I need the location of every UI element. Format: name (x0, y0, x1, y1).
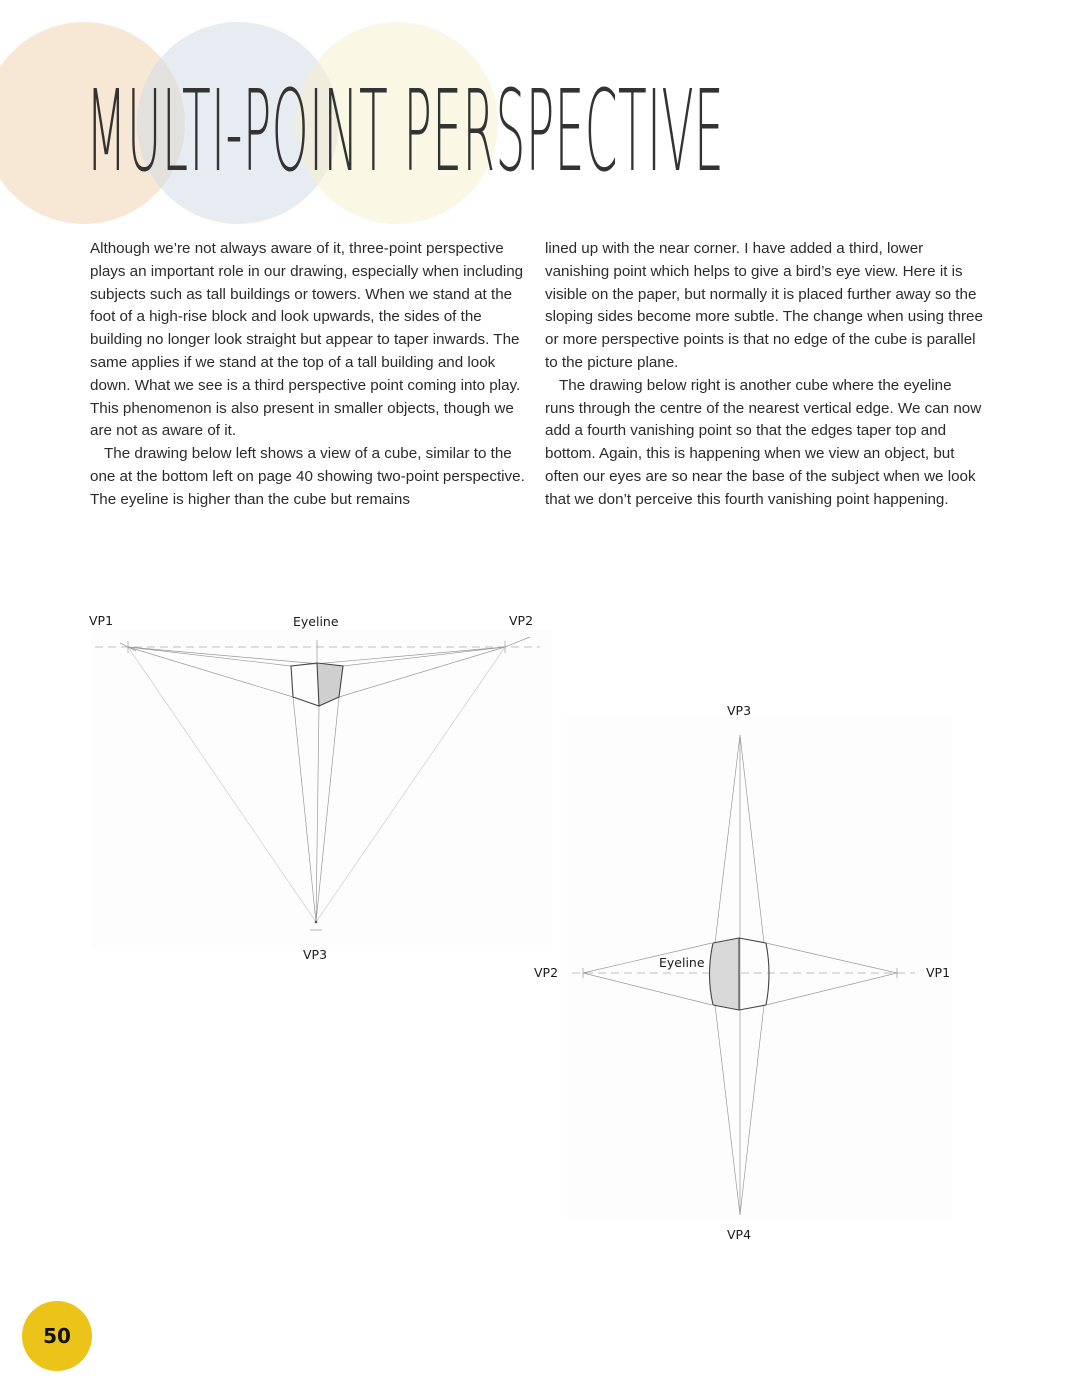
paragraph: Although we’re not always aware of it, three-point perspective plays an important role in our drawing, especially when including subjects such as tall buildings or towers. When we stand at the foot of a high-rise block and look upwards, the sides of the building no longer look straight but appear to taper inwards. The same applies if we stand at the top of a tall building and look down. What we see is a third perspective point coming into play. This phenomenon is also present in smaller objects, though we are not as aware of it. (90, 240, 524, 440)
paragraph: The drawing below left shows a view of a cube, similar to the one at the bottom left on page 40 showing two-point perspective. The eyeline is higher than the cube but remains (90, 445, 525, 508)
label-eyeline: Eyeline (293, 614, 339, 629)
page-number-badge (22, 1301, 92, 1371)
paragraph: lined up with the near corner. I have added a third, lower vanishing point which helps to give a bird’s eye view. Here it is visible on the paper, but normally it is placed further away so the sloping sides become more subtle. The change when using three or more perspective points is that no edge of the cube is parallel to the picture plane. (545, 240, 983, 371)
label-vp4: VP4 (727, 1227, 752, 1242)
label-vp3: VP3 (727, 703, 752, 718)
cube-shaded-face (710, 938, 740, 1010)
label-vp1: VP1 (926, 965, 951, 980)
label-eyeline: Eyeline (659, 955, 705, 970)
page-number: 50 (43, 1324, 71, 1348)
page-title: MULTI-POINT PERSPECTIVE (86, 67, 725, 197)
label-vp3: VP3 (303, 947, 328, 962)
paragraph: The drawing below right is another cube where the eyeline runs through the centre of the nearest vertical edge. We can now add a fourth vanishing point so that the edges taper top and bottom. Again, this is happening when we view an object, but often our eyes are so near the base of the subject when we look that we don’t perceive this fourth vanishing point happening. (545, 376, 982, 508)
label-vp1: VP1 (89, 613, 114, 628)
paper-background (567, 715, 952, 1220)
label-vp2: VP2 (534, 965, 559, 980)
label-vp2: VP2 (509, 613, 534, 628)
